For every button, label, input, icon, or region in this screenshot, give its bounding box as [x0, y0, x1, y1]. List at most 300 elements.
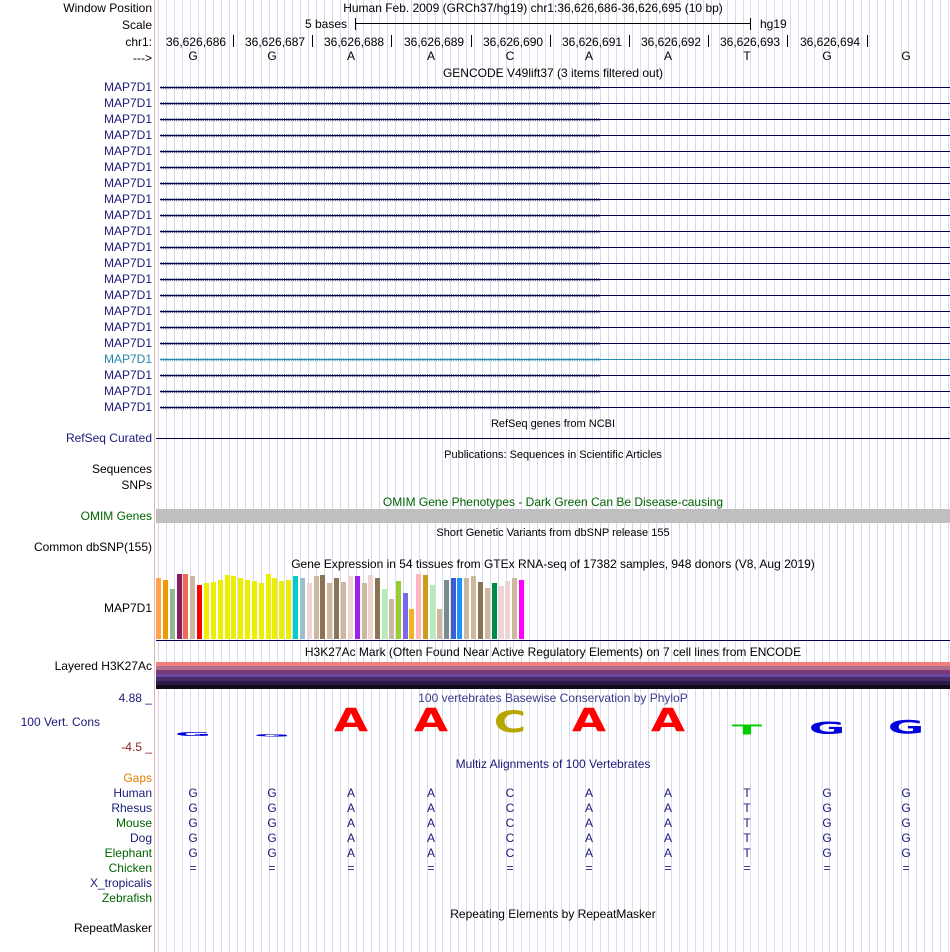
coordinate-tick	[312, 35, 313, 47]
alignment-base: G	[188, 846, 198, 860]
alignment-base: G	[822, 816, 832, 830]
omim-track-label[interactable]: OMIM Genes	[80, 509, 152, 523]
gridline	[213, 0, 214, 952]
gridline	[221, 0, 222, 952]
gencode-transcript-label[interactable]: MAP7D1	[103, 240, 152, 254]
gtex-tissue-bar[interactable]	[457, 578, 462, 639]
gtex-tissue-bar[interactable]	[512, 578, 517, 639]
gridline	[656, 0, 657, 952]
gtex-tissue-bar[interactable]	[231, 576, 236, 639]
phylop-ymax-label: 4.88 _	[118, 691, 152, 705]
gtex-tissue-bar[interactable]	[348, 576, 353, 639]
species-label[interactable]: Mouse	[115, 816, 152, 830]
gencode-transcript-label[interactable]: MAP7D1	[103, 304, 152, 318]
gridline	[387, 0, 388, 952]
scale-text: 5 bases	[305, 17, 348, 31]
transcript-strand-arrows: ››››››››››››››››››››››››››››››››››››››››››››››››››››››››››››››››››››››››››››››››››››››››››››››››››››››››››››››››››››››››››››››››››››››››››››››››››››››››››››››››››››››››››››››››››››››››››››››››››››››››	[160, 99, 600, 108]
gencode-transcript[interactable]	[160, 387, 950, 396]
alignment-base: A	[584, 816, 593, 830]
species-label[interactable]: Chicken	[108, 861, 152, 875]
transcript-strand-arrows: ››››››››››››››››››››››››››››››››››››››››››››››››››››››››››››››››››››››››››››››››››››››››››››››››››››››››››››››››››››››››››››››››››››››››››››››››››››››››››››››››››››››››››››››››››››››››››››››››››››››››	[160, 307, 600, 316]
gtex-tissue-bar[interactable]	[341, 582, 346, 639]
gtex-tissue-bar[interactable]	[437, 609, 442, 639]
gridline	[450, 0, 451, 952]
species-label[interactable]: Human	[113, 786, 152, 800]
transcript-strand-arrows: ››››››››››››››››››››››››››››››››››››››››››››››››››››››››››››››››››››››››››››››››››››››››››››››››››››››››››››››››››››››››››››››››››››››››››››››››››››››››››››››››››››››››››››››››››››››››››››››››››››››››	[160, 243, 600, 252]
gencode-transcript-label[interactable]: MAP7D1	[103, 336, 152, 350]
gencode-transcript-label[interactable]: MAP7D1	[103, 208, 152, 222]
refseq-gene-line[interactable]	[156, 438, 950, 439]
gencode-transcript[interactable]	[160, 291, 950, 300]
gridline	[758, 0, 759, 952]
gtex-tissue-bar[interactable]	[499, 586, 504, 639]
gencode-track-title: GENCODE V49lift37 (3 items filtered out)	[442, 66, 664, 80]
gridline	[616, 0, 617, 952]
reference-base: A	[663, 49, 672, 63]
gridline	[498, 0, 499, 952]
transcript-strand-arrows: ››››››››››››››››››››››››››››››››››››››››››››››››››››››››››››››››››››››››››››››››››››››››››››››››››››››››››››››››››››››››››››››››››››››››››››››››››››››››››››››››››››››››››››››››››››››››››››››››››››››››	[160, 83, 600, 92]
gtex-tissue-bar[interactable]	[190, 576, 195, 639]
refseq-track-label[interactable]: RefSeq Curated	[65, 431, 152, 445]
gridline	[632, 0, 633, 952]
window-position-text: Human Feb. 2009 (GRCh37/hg19) chr1:36,626,686-36,626,695 (10 bp)	[343, 1, 723, 15]
reference-base: A	[346, 49, 355, 63]
gencode-transcript-label[interactable]: MAP7D1	[103, 144, 152, 158]
transcript-strand-arrows: ››››››››››››››››››››››››››››››››››››››››››››››››››››››››››››››››››››››››››››››››››››››››››››››››››››››››››››››››››››››››››››››››››››››››››››››››››››››››››››››››››››››››››››››››››››››››››››››››››››››››	[160, 195, 600, 204]
gencode-transcript-label[interactable]: MAP7D1	[103, 176, 152, 190]
repeatmasker-track-title: Repeating Elements by RepeatMasker	[450, 907, 656, 921]
gaps-label: Gaps	[123, 771, 152, 785]
coordinate-tick	[867, 35, 868, 47]
alignment-base: G	[822, 846, 832, 860]
gencode-transcript-label[interactable]: MAP7D1	[103, 160, 152, 174]
gridline	[474, 0, 475, 952]
gridline	[292, 0, 293, 952]
gencode-transcript[interactable]	[160, 131, 950, 140]
gridline	[324, 0, 325, 952]
gridline	[608, 0, 609, 952]
gridline	[419, 0, 420, 952]
gtex-track-label[interactable]: MAP7D1	[103, 601, 152, 615]
coordinate-label: 36,626,690	[483, 35, 544, 49]
alignment-base: A	[346, 786, 355, 800]
scale-label: Scale	[121, 18, 152, 32]
gtex-tissue-bar[interactable]	[252, 581, 257, 639]
gridline	[711, 0, 712, 952]
reference-base: G	[901, 49, 911, 63]
gencode-transcript[interactable]	[160, 339, 950, 348]
gencode-transcript[interactable]	[160, 307, 950, 316]
gtex-tissue-bar[interactable]	[170, 589, 175, 639]
alignment-base: A	[426, 786, 435, 800]
gtex-tissue-bar[interactable]	[416, 574, 421, 639]
alignment-base: G	[267, 801, 277, 815]
gencode-transcript[interactable]	[160, 99, 950, 108]
alignment-base: A	[584, 846, 593, 860]
gridline	[284, 0, 285, 952]
gencode-transcript[interactable]	[160, 179, 950, 188]
gridline	[466, 0, 467, 952]
gridline	[719, 0, 720, 952]
dbsnp-track-label[interactable]: Common dbSNP(155)	[33, 540, 152, 554]
alignment-base: A	[426, 801, 435, 815]
repeatmasker-track-label[interactable]: RepeatMasker	[73, 921, 152, 935]
alignment-base: C	[505, 786, 515, 800]
coordinate-label: 36,626,687	[245, 35, 306, 49]
gencode-transcript-label[interactable]: MAP7D1	[103, 256, 152, 270]
omim-gene-bar[interactable]	[156, 509, 950, 523]
species-label[interactable]: X_tropicalis	[89, 876, 152, 890]
coordinate-tick	[550, 35, 551, 47]
coordinate-label: 36,626,691	[562, 35, 623, 49]
gtex-tissue-bar[interactable]	[464, 578, 469, 639]
gridline	[521, 0, 522, 952]
gtex-tissue-bar[interactable]	[505, 581, 510, 639]
h3k27ac-track-label[interactable]: Layered H3K27Ac	[54, 659, 152, 673]
phylop-logo-base: A	[650, 701, 686, 740]
phylop-logo-base: A	[571, 701, 607, 740]
phylop-track-label[interactable]: 100 Vert. Cons	[20, 715, 100, 729]
gencode-transcript[interactable]	[160, 243, 950, 252]
gridline	[679, 0, 680, 952]
phylop-logo-base: G	[887, 716, 925, 739]
coordinate-label: 36,626,692	[641, 35, 702, 49]
phylop-logo-base: C	[493, 705, 527, 740]
gencode-transcript-label[interactable]: MAP7D1	[103, 192, 152, 206]
alignment-base: G	[188, 816, 198, 830]
phylop-logo-base: G	[253, 733, 291, 738]
transcript-strand-arrows: ››››››››››››››››››››››››››››››››››››››››››››››››››››››››››››››››››››››››››››››››››››››››››››››››››››››››››››››››››››››››››››››››››››››››››››››››››››››››››››››››››››››››››››››››››››››››››››››››››››››››	[160, 355, 600, 364]
gtex-tissue-bar[interactable]	[485, 588, 490, 639]
alignment-base: G	[901, 831, 911, 845]
alignment-base: T	[743, 801, 751, 815]
phylop-logo-base: A	[413, 701, 449, 740]
gridline	[316, 0, 317, 952]
alignment-base: G	[901, 816, 911, 830]
snps-track-label[interactable]: SNPs	[121, 478, 152, 492]
phylop-ymin-label: -4.5 _	[121, 740, 152, 754]
coordinate-tick	[471, 35, 472, 47]
gencode-transcript[interactable]	[160, 195, 950, 204]
gridline	[924, 0, 925, 952]
gencode-transcript[interactable]	[160, 83, 950, 92]
gridline	[806, 0, 807, 952]
species-label[interactable]: Elephant	[104, 846, 152, 860]
refseq-track-title: RefSeq genes from NCBI	[490, 418, 616, 430]
coordinate-tick	[787, 35, 788, 47]
species-label[interactable]: Zebrafish	[101, 891, 152, 905]
gridline	[537, 0, 538, 952]
alignment-base: =	[189, 861, 197, 875]
gtex-tissue-bar[interactable]	[156, 578, 161, 639]
gtex-track-title: Gene Expression in 54 tissues from GTEx RNA-seq of 17382 samples, 948 donors (V8, Aug 2019)	[291, 557, 815, 571]
gridline	[774, 0, 775, 952]
gtex-tissue-bar[interactable]	[423, 575, 428, 639]
gridline	[893, 0, 894, 952]
gridline	[861, 0, 862, 952]
gencode-transcript[interactable]	[160, 275, 950, 284]
gridline	[379, 0, 380, 952]
track-area[interactable]	[156, 0, 950, 952]
gtex-tissue-bar[interactable]	[368, 575, 373, 639]
gridline	[624, 0, 625, 952]
gencode-transcript[interactable]	[160, 371, 950, 380]
reference-base: C	[505, 49, 515, 63]
gtex-tissue-bar[interactable]	[396, 581, 401, 639]
gtex-tissue-bar[interactable]	[355, 576, 360, 639]
gridline	[395, 0, 396, 952]
gencode-transcript-label[interactable]: MAP7D1	[103, 400, 152, 414]
assembly-label: hg19	[760, 17, 787, 31]
gtex-baseline	[156, 640, 950, 641]
gtex-tissue-bar[interactable]	[266, 574, 271, 639]
alignment-base: T	[743, 816, 751, 830]
transcript-strand-arrows: ››››››››››››››››››››››››››››››››››››››››››››››››››››››››››››››››››››››››››››››››››››››››››››››››››››››››››››››››››››››››››››››››››››››››››››››››››››››››››››››››››››››››››››››››››››››››››››››››››››››››	[160, 259, 600, 268]
gridline	[790, 0, 791, 952]
alignment-base: =	[585, 861, 593, 875]
h3k27ac-layer	[156, 685, 950, 689]
gtex-tissue-bar[interactable]	[478, 582, 483, 639]
gtex-tissue-bar[interactable]	[300, 578, 305, 639]
alignment-base: =	[427, 861, 435, 875]
alignment-base: T	[743, 786, 751, 800]
gridline	[403, 0, 404, 952]
gtex-tissue-bar[interactable]	[320, 575, 325, 639]
gridline	[458, 0, 459, 952]
gridline	[158, 0, 159, 952]
omim-track-title: OMIM Gene Phenotypes - Dark Green Can Be Disease-causing	[382, 495, 724, 509]
transcript-strand-arrows: ››››››››››››››››››››››››››››››››››››››››››››››››››››››››››››››››››››››››››››››››››››››››››››››››››››››››››››››››››››››››››››››››››››››››››››››››››››››››››››››››››››››››››››››››››››››››››››››››››››››››	[160, 211, 600, 220]
gtex-tissue-bar[interactable]	[163, 580, 168, 639]
gtex-tissue-bar[interactable]	[444, 580, 449, 639]
gtex-tissue-bar[interactable]	[279, 581, 284, 639]
alignment-base: =	[664, 861, 672, 875]
gridline	[205, 0, 206, 952]
gtex-tissue-bar[interactable]	[286, 580, 291, 639]
gridline	[237, 0, 238, 952]
phylop-logo-base: T	[731, 722, 763, 739]
gridline	[371, 0, 372, 952]
alignment-base: C	[505, 801, 515, 815]
gtex-tissue-bar[interactable]	[307, 583, 312, 639]
gencode-transcript-label[interactable]: MAP7D1	[103, 112, 152, 126]
gridline	[545, 0, 546, 952]
alignment-base: =	[743, 861, 751, 875]
gtex-tissue-bar[interactable]	[375, 578, 380, 639]
alignment-base: C	[505, 846, 515, 860]
alignment-base: =	[506, 861, 514, 875]
transcript-strand-arrows: ››››››››››››››››››››››››››››››››››››››››››››››››››››››››››››››››››››››››››››››››››››››››››››››››››››››››››››››››››››››››››››››››››››››››››››››››››››››››››››››››››››››››››››››››››››››››››››››››››››››››	[160, 387, 600, 396]
gencode-transcript-label[interactable]: MAP7D1	[103, 368, 152, 382]
species-label[interactable]: Rhesus	[111, 801, 152, 815]
gridline	[837, 0, 838, 952]
alignment-base: G	[822, 801, 832, 815]
alignment-base: G	[822, 786, 832, 800]
transcript-strand-arrows: ››››››››››››››››››››››››››››››››››››››››››››››››››››››››››››››››››››››››››››››››››››››››››››››››››››››››››››››››››››››››››››››››››››››››››››››››››››››››››››››››››››››››››››››››››››››››››››››››››››››››	[160, 147, 600, 156]
gridline	[814, 0, 815, 952]
gridline	[600, 0, 601, 952]
alignment-base: G	[901, 786, 911, 800]
gencode-transcript-label[interactable]: MAP7D1	[103, 224, 152, 238]
publications-track-title: Publications: Sequences in Scientific Articles	[444, 449, 662, 461]
gridline	[853, 0, 854, 952]
transcript-strand-arrows: ››››››››››››››››››››››››››››››››››››››››››››››››››››››››››››››››››››››››››››››››››››››››››››››››››››››››››››››››››››››››››››››››››››››››››››››››››››››››››››››››››››››››››››››››››››››››››››››››››››››››	[160, 371, 600, 380]
gencode-transcript[interactable]	[160, 323, 950, 332]
gridline	[490, 0, 491, 952]
gtex-tissue-bar[interactable]	[238, 578, 243, 639]
gtex-tissue-bar[interactable]	[389, 599, 394, 639]
alignment-base: G	[267, 831, 277, 845]
transcript-strand-arrows: ››››››››››››››››››››››››››››››››››››››››››››››››››››››››››››››››››››››››››››››››››››››››››››››››››››››››››››››››››››››››››››››››››››››››››››››››››››››››››››››››››››››››››››››››››››››››››››››››››››››››	[160, 131, 600, 140]
gencode-transcript-label[interactable]: MAP7D1	[103, 352, 152, 366]
alignment-base: A	[426, 846, 435, 860]
alignment-base: G	[267, 786, 277, 800]
gencode-transcript-label[interactable]: MAP7D1	[103, 320, 152, 334]
gtex-tissue-bar[interactable]	[519, 580, 524, 639]
alignment-base: A	[346, 801, 355, 815]
gtex-tissue-bar[interactable]	[451, 578, 456, 639]
gtex-tissue-bar[interactable]	[293, 576, 298, 639]
gridline	[877, 0, 878, 952]
gridline	[885, 0, 886, 952]
gtex-tissue-bar[interactable]	[204, 583, 209, 639]
alignment-base: C	[505, 816, 515, 830]
gtex-tissue-bar[interactable]	[314, 576, 319, 639]
panel-separator	[154, 0, 155, 952]
gridline	[782, 0, 783, 952]
gtex-bar-chart[interactable]	[156, 573, 950, 639]
alignment-base: G	[267, 846, 277, 860]
gtex-tissue-bar[interactable]	[327, 583, 332, 639]
gridline	[948, 0, 949, 952]
gridline	[648, 0, 649, 952]
gridline	[735, 0, 736, 952]
gridline	[308, 0, 309, 952]
gtex-tissue-bar[interactable]	[403, 593, 408, 639]
gtex-tissue-bar[interactable]	[259, 583, 264, 639]
alignment-base: G	[188, 801, 198, 815]
gtex-tissue-bar[interactable]	[211, 582, 216, 639]
alignment-base: G	[267, 816, 277, 830]
gtex-tissue-bar[interactable]	[362, 583, 367, 639]
gtex-tissue-bar[interactable]	[334, 578, 339, 639]
transcript-strand-arrows: ››››››››››››››››››››››››››››››››››››››››››››››››››››››››››››››››››››››››››››››››››››››››››››››››››››››››››››››››››››››››››››››››››››››››››››››››››››››››››››››››››››››››››››››››››››››››››››››››››››››››	[160, 275, 600, 284]
gridline	[300, 0, 301, 952]
gencode-transcript[interactable]	[160, 211, 950, 220]
strand-label: --->	[133, 51, 152, 65]
coordinate-label: 36,626,689	[404, 35, 465, 49]
reference-base: G	[822, 49, 832, 63]
coordinate-tick	[233, 35, 234, 47]
alignment-base: A	[346, 846, 355, 860]
transcript-strand-arrows: ››››››››››››››››››››››››››››››››››››››››››››››››››››››››››››››››››››››››››››››››››››››››››››››››››››››››››››››››››››››››››››››››››››››››››››››››››››››››››››››››››››››››››››››››››››››››››››››››››››››››	[160, 115, 600, 124]
gencode-transcript-label[interactable]: MAP7D1	[103, 80, 152, 94]
alignment-base: A	[663, 816, 672, 830]
scale-bar-left-tick	[355, 18, 356, 30]
gridline	[766, 0, 767, 952]
gridline	[916, 0, 917, 952]
gencode-transcript[interactable]	[160, 403, 950, 412]
reference-base: A	[584, 49, 593, 63]
gtex-tissue-bar[interactable]	[272, 578, 277, 639]
transcript-strand-arrows: ››››››››››››››››››››››››››››››››››››››››››››››››››››››››››››››››››››››››››››››››››››››››››››››››››››››››››››››››››››››››››››››››››››››››››››››››››››››››››››››››››››››››››››››››››››››››››››››››››››››››	[160, 179, 600, 188]
gtex-tissue-bar[interactable]	[183, 574, 188, 639]
alignment-base: =	[268, 861, 276, 875]
transcript-strand-arrows: ››››››››››››››››››››››››››››››››››››››››››››››››››››››››››››››››››››››››››››››››››››››››››››››››››››››››››››››››››››››››››››››››››››››››››››››››››››››››››››››››››››››››››››››››››››››››››››››››››››››››	[160, 227, 600, 236]
alignment-base: G	[901, 846, 911, 860]
gridline	[363, 0, 364, 952]
gridline	[727, 0, 728, 952]
alignment-base: A	[663, 846, 672, 860]
gencode-transcript-label[interactable]: MAP7D1	[103, 96, 152, 110]
gtex-tissue-bar[interactable]	[471, 576, 476, 639]
gtex-tissue-bar[interactable]	[382, 589, 387, 639]
gtex-tissue-bar[interactable]	[430, 585, 435, 639]
alignment-base: A	[346, 831, 355, 845]
gtex-tissue-bar[interactable]	[245, 580, 250, 639]
gtex-tissue-bar[interactable]	[218, 580, 223, 639]
gtex-tissue-bar[interactable]	[225, 575, 230, 639]
transcript-strand-arrows: ››››››››››››››››››››››››››››››››››››››››››››››››››››››››››››››››››››››››››››››››››››››››››››››››››››››››››››››››››››››››››››››››››››››››››››››››››››››››››››››››››››››››››››››››››››››››››››››››››››››››	[160, 163, 600, 172]
transcript-strand-arrows: ››››››››››››››››››››››››››››››››››››››››››››››››››››››››››››››››››››››››››››››››››››››››››››››››››››››››››››››››››››››››››››››››››››››››››››››››››››››››››››››››››››››››››››››››››››››››››››››››››››››››	[160, 291, 600, 300]
alignment-base: A	[584, 831, 593, 845]
species-label[interactable]: Dog	[129, 831, 152, 845]
gridline	[577, 0, 578, 952]
gencode-transcript-label[interactable]: MAP7D1	[103, 272, 152, 286]
alignment-base: A	[663, 786, 672, 800]
gridline	[482, 0, 483, 952]
gencode-transcript[interactable]	[160, 163, 950, 172]
track-label-panel	[0, 0, 155, 952]
gencode-transcript[interactable]	[160, 147, 950, 156]
alignment-base: =	[902, 861, 910, 875]
gencode-transcript[interactable]	[160, 227, 950, 236]
gencode-transcript-label[interactable]: MAP7D1	[103, 288, 152, 302]
gencode-transcript[interactable]	[160, 355, 950, 364]
gridline	[845, 0, 846, 952]
coordinate-label: 36,626,694	[800, 35, 861, 49]
reference-base: G	[267, 49, 277, 63]
scale-bar-line	[355, 23, 751, 24]
gtex-tissue-bar[interactable]	[409, 609, 414, 639]
phylop-sequence-logo[interactable]	[156, 701, 950, 745]
alignment-base: G	[822, 831, 832, 845]
gencode-transcript-label[interactable]: MAP7D1	[103, 128, 152, 142]
gridline	[869, 0, 870, 952]
phylop-logo-base: A	[333, 701, 369, 740]
gtex-tissue-bar[interactable]	[492, 583, 497, 639]
alignment-base: G	[901, 801, 911, 815]
gridline	[553, 0, 554, 952]
gridline	[695, 0, 696, 952]
window-position-label: Window Position	[63, 1, 152, 15]
gtex-tissue-bar[interactable]	[197, 585, 202, 639]
h3k27ac-layered-graph[interactable]	[156, 662, 950, 689]
alignment-base: A	[584, 801, 593, 815]
gencode-transcript[interactable]	[160, 259, 950, 268]
alignment-base: =	[823, 861, 831, 875]
alignment-base: T	[743, 831, 751, 845]
transcript-strand-arrows: ››››››››››››››››››››››››››››››››››››››››››››››››››››››››››››››››››››››››››››››››››››››››››››››››››››››››››››››››››››››››››››››››››››››››››››››››››››››››››››››››››››››››››››››››››››››››››››››››››››››››	[160, 323, 600, 332]
gencode-transcript-label[interactable]: MAP7D1	[103, 384, 152, 398]
reference-base: T	[743, 49, 751, 63]
gridline	[940, 0, 941, 952]
gencode-transcript[interactable]	[160, 115, 950, 124]
gtex-tissue-bar[interactable]	[177, 574, 182, 639]
reference-base: G	[188, 49, 198, 63]
publications-track-label[interactable]: Sequences	[91, 462, 152, 476]
alignment-base: A	[663, 801, 672, 815]
